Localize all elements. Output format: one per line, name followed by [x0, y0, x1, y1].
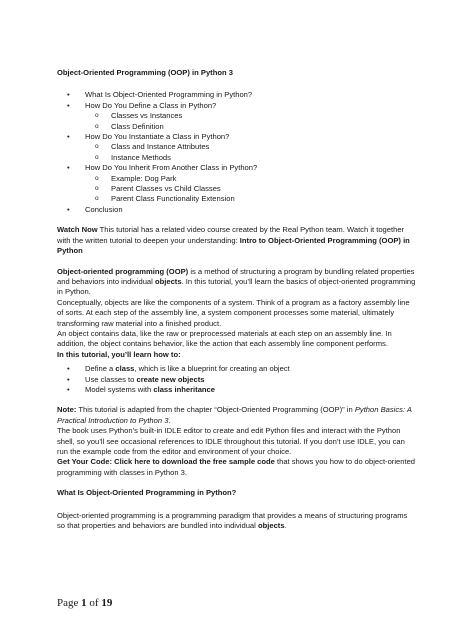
- toc-item[interactable]: • How Do You Instantiate a Class in Python? o Class and Instance Attributes o Instance Methods: [57, 132, 417, 163]
- watch-now-paragraph: Watch Now This tutorial has a related video course created by the Real Python team. Watch it together with the written tutorial to deepen your understanding: Intro to Object-Oriented Programming (OOP) in Python: [57, 225, 410, 256]
- table-of-contents: [57, 90, 417, 215]
- concept-paragraph: Conceptually, objects are like the components of a system. Think of a program as a factory assembly line of sorts. At each step of the assembly line, a system component processes some material, ultimately transforming raw material into a finished product.: [57, 297, 410, 328]
- download-code-link[interactable]: Get Your Code: Click here to download the free sample code: [57, 457, 275, 467]
- list-item: • Use classes to create new objects: [57, 375, 417, 385]
- document-title: Object-Oriented Programming (OOP) in Python 3: [57, 68, 233, 77]
- list-item: • Define a class, which is like a blueprint for creating an object: [57, 364, 417, 374]
- toc-subitem[interactable]: o Classes vs Instances: [85, 111, 417, 121]
- toc-subitem[interactable]: o Parent Classes vs Child Classes: [85, 184, 417, 194]
- current-page: 1: [81, 597, 87, 609]
- total-pages: 19: [101, 597, 113, 609]
- intro-paragraph: Object-oriented programming (OOP) is a method of structuring a program by bundling related properties and behaviors into individual objects. In this tutorial, you’ll learn the basics of object-oriented programming in Python.: [57, 266, 416, 297]
- toc-item[interactable]: • How Do You Inherit From Another Class in Python? o Example: Dog Park o Parent Classes vs Child Classes o Parent Class Functionality Extension: [57, 163, 417, 205]
- toc-subitem[interactable]: o Class and Instance Attributes: [85, 142, 417, 152]
- toc-item[interactable]: • What Is Object-Oriented Programming in Python?: [57, 90, 417, 100]
- learning-goals-list: [57, 364, 417, 395]
- page-number-footer: Page 1 of 19: [57, 597, 113, 609]
- document-content: [57, 68, 417, 531]
- video-course-link[interactable]: Intro to Object-Oriented Programming (OOP) in Python: [57, 235, 410, 256]
- section-paragraph: Object-oriented programming is a programming paradigm that provides a means of structuring programs so that properties and behaviors are bundled into individual objects.: [57, 510, 408, 531]
- idle-paragraph: The book uses Python’s built-in IDLE editor to create and edit Python files and interact with the Python shell, so you’ll see occasional references to IDLE throughout this tutorial. If you don’t use IDLE, you can run the example code from the editor and environment of your choice.: [57, 426, 405, 456]
- note-paragraph: Note: This tutorial is adapted from the chapter “Object-Oriented Programming (OOP)” in Python Basics: A Practical Introduction to Python 3.: [57, 405, 412, 425]
- section-heading: What Is Object-Oriented Programming in Python?: [57, 488, 237, 498]
- toc-item[interactable]: • How Do You Define a Class in Python? o Classes vs Instances o Class Definition: [57, 101, 417, 132]
- book-title: Python Basics: A Practical Introduction to Python 3: [57, 405, 412, 425]
- object-paragraph: An object contains data, like the raw or preprocessed materials at each step on an assembly line. In addition, the object contains behavior, like the action that each assembly line component performs.: [57, 328, 392, 349]
- get-code-paragraph: Get Your Code: Click here to download the free sample code that shows you how to do object-oriented programming with classes in Python 3.: [57, 457, 416, 477]
- toc-subitem[interactable]: o Instance Methods: [85, 153, 417, 163]
- toc-subitem[interactable]: o Example: Dog Park: [85, 174, 417, 184]
- list-item: • Model systems with class inheritance: [57, 385, 417, 395]
- toc-item[interactable]: • Conclusion: [57, 205, 417, 215]
- toc-subitem[interactable]: o Parent Class Functionality Extension: [85, 194, 417, 204]
- learn-heading: In this tutorial, you’ll learn how to:: [57, 349, 181, 359]
- watch-now-label: Watch Now: [57, 225, 98, 235]
- toc-subitem[interactable]: o Class Definition: [85, 122, 417, 132]
